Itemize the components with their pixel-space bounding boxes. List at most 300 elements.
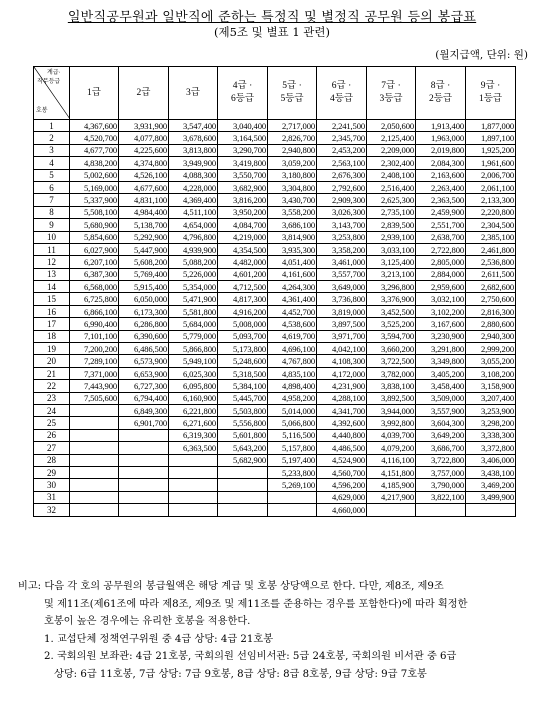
step-number-cell: 12 — [34, 256, 70, 268]
salary-cell: 4,440,800 — [317, 429, 367, 441]
table-row — [34, 243, 516, 255]
salary-cell: 3,338,300 — [466, 429, 516, 441]
salary-cell: 4,079,200 — [367, 442, 416, 454]
salary-cell: 4,838,200 — [70, 157, 119, 169]
salary-cell: 2,999,200 — [466, 343, 516, 355]
table-row — [34, 504, 516, 516]
salary-cell: 4,939,900 — [169, 243, 218, 255]
salary-cell: 5,684,000 — [169, 318, 218, 330]
salary-cell: 3,822,100 — [416, 491, 466, 503]
salary-cell: 6,573,900 — [119, 355, 169, 367]
salary-cell: 3,944,000 — [367, 404, 416, 416]
salary-cell: 5,643,200 — [218, 442, 268, 454]
salary-cell: 2,461,800 — [466, 243, 516, 255]
salary-cell: 3,550,700 — [218, 169, 268, 181]
salary-cell: 3,164,500 — [218, 132, 268, 144]
step-number-cell: 19 — [34, 343, 70, 355]
salary-cell: 4,677,700 — [70, 144, 119, 156]
salary-cell: 6,849,300 — [119, 404, 169, 416]
salary-cell: 5,866,800 — [169, 343, 218, 355]
salary-cell: 5,854,600 — [70, 231, 119, 243]
step-number-cell: 15 — [34, 293, 70, 305]
table-row — [34, 330, 516, 342]
salary-cell: 2,939,100 — [367, 231, 416, 243]
salary-cell: 3,686,700 — [416, 442, 466, 454]
salary-cell: 3,971,700 — [317, 330, 367, 342]
salary-cell: 5,116,500 — [268, 429, 317, 441]
table-row — [34, 429, 516, 441]
salary-cell: 3,180,800 — [268, 169, 317, 181]
salary-cell: 2,084,300 — [416, 157, 466, 169]
table-row — [34, 293, 516, 305]
salary-cell: 3,290,700 — [218, 144, 268, 156]
salary-cell: 4,817,300 — [218, 293, 268, 305]
salary-cell: 3,604,300 — [416, 417, 466, 429]
salary-cell — [70, 429, 119, 441]
salary-cell: 2,302,400 — [367, 157, 416, 169]
table-row — [34, 343, 516, 355]
salary-cell: 3,722,500 — [367, 355, 416, 367]
salary-cell: 4,984,400 — [119, 206, 169, 218]
salary-cell: 4,051,400 — [268, 256, 317, 268]
salary-cell: 2,750,600 — [466, 293, 516, 305]
salary-cell — [70, 504, 119, 516]
salary-cell: 5,680,900 — [70, 219, 119, 231]
salary-cell: 2,563,100 — [317, 157, 367, 169]
salary-cell: 4,511,100 — [169, 206, 218, 218]
grade-header-1: 1급 — [70, 67, 119, 120]
table-row — [34, 120, 516, 132]
salary-cell: 5,445,700 — [218, 392, 268, 404]
salary-cell — [70, 479, 119, 491]
corner-label-rank: 계급· — [47, 70, 61, 76]
salary-cell: 6,725,800 — [70, 293, 119, 305]
document-subtitle: (제5조 및 별표 1 관련) — [214, 25, 330, 39]
salary-cell: 4,116,100 — [367, 454, 416, 466]
table-row — [34, 206, 516, 218]
salary-cell: 2,816,300 — [466, 305, 516, 317]
salary-cell — [218, 491, 268, 503]
salary-cell: 4,660,000 — [317, 504, 367, 516]
salary-cell: 6,390,600 — [119, 330, 169, 342]
salary-cell: 4,264,300 — [268, 281, 317, 293]
salary-cell: 4,172,000 — [317, 367, 367, 379]
salary-cell: 3,838,100 — [367, 380, 416, 392]
note-line: 비고: 다음 각 호의 공무원의 봉급월액은 해당 계급 및 호봉 상당액으로 한다. 다만, 제8조, 제9조 — [18, 581, 444, 592]
salary-cell: 6,866,100 — [70, 305, 119, 317]
step-number-cell: 30 — [34, 479, 70, 491]
salary-cell: 6,990,400 — [70, 318, 119, 330]
salary-cell: 5,337,900 — [70, 194, 119, 206]
salary-cell: 3,682,900 — [218, 181, 268, 193]
grade-header-4: 4급 · 6등급 — [218, 67, 268, 120]
salary-cell: 4,796,800 — [169, 231, 218, 243]
salary-cell: 4,696,100 — [268, 343, 317, 355]
salary-cell: 7,200,200 — [70, 343, 119, 355]
salary-cell: 3,950,200 — [218, 206, 268, 218]
salary-cell: 3,816,200 — [218, 194, 268, 206]
salary-cell: 4,361,400 — [268, 293, 317, 305]
salary-cell: 2,611,500 — [466, 268, 516, 280]
salary-cell: 3,419,800 — [218, 157, 268, 169]
salary-cell: 4,601,200 — [218, 268, 268, 280]
salary-cell: 5,138,700 — [119, 219, 169, 231]
salary-cell: 1,963,000 — [416, 132, 466, 144]
salary-cell: 3,167,600 — [416, 318, 466, 330]
salary-cell: 4,520,700 — [70, 132, 119, 144]
salary-cell: 5,248,600 — [218, 355, 268, 367]
salary-cell: 4,560,700 — [317, 466, 367, 478]
salary-cell — [218, 479, 268, 491]
salary-cell: 3,649,200 — [416, 429, 466, 441]
salary-cell: 5,779,000 — [169, 330, 218, 342]
salary-cell: 3,207,400 — [466, 392, 516, 404]
table-row — [34, 132, 516, 144]
salary-cell: 2,050,600 — [367, 120, 416, 132]
step-number-cell: 22 — [34, 380, 70, 392]
salary-cell: 6,221,800 — [169, 404, 218, 416]
salary-cell: 3,992,800 — [367, 417, 416, 429]
salary-cell: 5,088,200 — [169, 256, 218, 268]
salary-cell: 2,459,900 — [416, 206, 466, 218]
salary-cell: 3,253,900 — [466, 404, 516, 416]
step-number-cell: 11 — [34, 243, 70, 255]
salary-cell: 3,819,000 — [317, 305, 367, 317]
salary-cell: 4,341,700 — [317, 404, 367, 416]
salary-cell: 4,677,600 — [119, 181, 169, 193]
salary-cell: 4,629,000 — [317, 491, 367, 503]
table-row — [34, 479, 516, 491]
salary-cell: 6,486,500 — [119, 343, 169, 355]
salary-cell: 2,453,200 — [317, 144, 367, 156]
salary-cell — [466, 504, 516, 516]
step-number-cell: 18 — [34, 330, 70, 342]
salary-cell: 4,185,900 — [367, 479, 416, 491]
salary-cell: 5,066,800 — [268, 417, 317, 429]
salary-cell: 3,649,000 — [317, 281, 367, 293]
salary-cell: 5,949,100 — [169, 355, 218, 367]
salary-cell: 6,653,900 — [119, 367, 169, 379]
salary-cell: 2,241,500 — [317, 120, 367, 132]
grade-header-8: 8급 · 2등급 — [416, 67, 466, 120]
salary-cell: 5,093,700 — [218, 330, 268, 342]
salary-cell: 4,042,100 — [317, 343, 367, 355]
salary-cell: 3,558,200 — [268, 206, 317, 218]
salary-cell: 2,536,800 — [466, 256, 516, 268]
salary-cell: 3,935,300 — [268, 243, 317, 255]
table-row — [34, 466, 516, 478]
grade-header-9: 9급 · 1등급 — [466, 67, 516, 120]
salary-cell: 3,452,500 — [367, 305, 416, 317]
salary-cell: 2,722,800 — [416, 243, 466, 255]
salary-cell: 3,525,200 — [367, 318, 416, 330]
salary-table — [33, 66, 516, 517]
salary-cell: 5,682,900 — [218, 454, 268, 466]
step-number-cell: 21 — [34, 367, 70, 379]
step-number-cell: 25 — [34, 417, 70, 429]
salary-cell: 4,526,100 — [119, 169, 169, 181]
salary-cell: 3,736,800 — [317, 293, 367, 305]
salary-cell: 4,958,200 — [268, 392, 317, 404]
salary-cell: 3,931,900 — [119, 120, 169, 132]
note-item-1: 1. 교섭단체 정책연구위원 중 4급 상당: 4급 21호봉 — [44, 633, 274, 645]
salary-cell — [119, 504, 169, 516]
salary-cell: 3,304,800 — [268, 181, 317, 193]
salary-cell: 3,372,800 — [466, 442, 516, 454]
salary-cell: 5,556,800 — [218, 417, 268, 429]
salary-cell: 4,231,900 — [317, 380, 367, 392]
salary-cell: 3,949,900 — [169, 157, 218, 169]
salary-cell: 2,385,100 — [466, 231, 516, 243]
salary-cell: 3,291,800 — [416, 343, 466, 355]
grade-header-5: 5급 · 5등급 — [268, 67, 317, 120]
table-row — [34, 268, 516, 280]
salary-cell: 2,959,600 — [416, 281, 466, 293]
salary-cell: 4,392,600 — [317, 417, 367, 429]
notes-section — [18, 578, 528, 683]
table-row — [34, 305, 516, 317]
salary-cell: 7,371,000 — [70, 367, 119, 379]
salary-cell: 6,568,000 — [70, 281, 119, 293]
salary-cell: 1,877,000 — [466, 120, 516, 132]
salary-cell: 5,157,800 — [268, 442, 317, 454]
step-number-cell: 24 — [34, 404, 70, 416]
step-number-cell: 16 — [34, 305, 70, 317]
salary-cell: 2,940,800 — [268, 144, 317, 156]
salary-cell: 2,125,400 — [367, 132, 416, 144]
table-row — [34, 442, 516, 454]
salary-cell: 3,547,400 — [169, 120, 218, 132]
salary-cell: 2,909,300 — [317, 194, 367, 206]
table-row — [34, 169, 516, 181]
salary-cell: 2,363,500 — [416, 194, 466, 206]
salary-cell — [119, 442, 169, 454]
table-row — [34, 281, 516, 293]
salary-cell: 4,354,500 — [218, 243, 268, 255]
salary-cell — [268, 504, 317, 516]
table-row — [34, 491, 516, 503]
salary-cell: 3,438,100 — [466, 466, 516, 478]
step-number-cell: 5 — [34, 169, 70, 181]
step-number-cell: 28 — [34, 454, 70, 466]
salary-cell: 2,940,300 — [466, 330, 516, 342]
table-row — [34, 417, 516, 429]
salary-cell: 4,596,200 — [317, 479, 367, 491]
salary-cell — [268, 491, 317, 503]
salary-cell: 2,304,500 — [466, 219, 516, 231]
salary-cell: 6,207,100 — [70, 256, 119, 268]
salary-cell: 4,217,900 — [367, 491, 416, 503]
salary-cell: 4,898,400 — [268, 380, 317, 392]
salary-cell: 5,503,800 — [218, 404, 268, 416]
salary-cell: 4,088,300 — [169, 169, 218, 181]
step-number-cell: 4 — [34, 157, 70, 169]
salary-cell: 3,102,200 — [416, 305, 466, 317]
salary-cell: 3,594,700 — [367, 330, 416, 342]
salary-cell: 5,002,600 — [70, 169, 119, 181]
salary-cell: 4,712,500 — [218, 281, 268, 293]
salary-cell: 3,686,100 — [268, 219, 317, 231]
salary-cell: 6,095,800 — [169, 380, 218, 392]
salary-cell: 2,163,600 — [416, 169, 466, 181]
corner-header-cell — [34, 67, 70, 120]
salary-cell — [119, 454, 169, 466]
salary-cell: 4,482,000 — [218, 256, 268, 268]
salary-cell: 5,014,000 — [268, 404, 317, 416]
salary-cell: 3,499,900 — [466, 491, 516, 503]
salary-cell: 2,638,700 — [416, 231, 466, 243]
salary-cell: 3,213,100 — [367, 268, 416, 280]
salary-cell: 6,160,900 — [169, 392, 218, 404]
step-number-cell: 17 — [34, 318, 70, 330]
step-number-cell: 27 — [34, 442, 70, 454]
step-number-cell: 10 — [34, 231, 70, 243]
salary-cell: 2,717,000 — [268, 120, 317, 132]
salary-cell: 3,722,800 — [416, 454, 466, 466]
salary-cell — [169, 504, 218, 516]
salary-cell: 2,133,300 — [466, 194, 516, 206]
salary-cell: 2,209,000 — [367, 144, 416, 156]
salary-cell: 2,408,100 — [367, 169, 416, 181]
salary-cell: 3,469,200 — [466, 479, 516, 491]
salary-cell: 3,790,000 — [416, 479, 466, 491]
salary-cell: 5,233,800 — [268, 466, 317, 478]
salary-cell — [169, 466, 218, 478]
salary-cell: 3,405,200 — [416, 367, 466, 379]
salary-cell: 2,826,700 — [268, 132, 317, 144]
step-number-cell: 26 — [34, 429, 70, 441]
salary-cell: 3,032,100 — [416, 293, 466, 305]
salary-cell: 3,253,800 — [317, 231, 367, 243]
salary-cell — [70, 404, 119, 416]
salary-cell: 1,913,400 — [416, 120, 466, 132]
salary-cell: 3,813,800 — [169, 144, 218, 156]
step-number-cell: 31 — [34, 491, 70, 503]
salary-cell: 4,151,800 — [367, 466, 416, 478]
salary-cell: 3,557,900 — [416, 404, 466, 416]
salary-cell — [70, 417, 119, 429]
salary-cell — [119, 429, 169, 441]
salary-cell: 1,961,600 — [466, 157, 516, 169]
salary-cell — [70, 466, 119, 478]
salary-cell: 5,915,400 — [119, 281, 169, 293]
salary-cell: 3,430,700 — [268, 194, 317, 206]
salary-cell: 2,625,300 — [367, 194, 416, 206]
salary-cell: 4,835,100 — [268, 367, 317, 379]
table-row — [34, 454, 516, 466]
salary-cell: 5,581,800 — [169, 305, 218, 317]
salary-cell: 5,354,000 — [169, 281, 218, 293]
salary-cell: 3,782,000 — [367, 367, 416, 379]
salary-cell: 3,458,400 — [416, 380, 466, 392]
salary-cell: 4,288,100 — [317, 392, 367, 404]
step-number-cell: 32 — [34, 504, 70, 516]
corner-label-step: 호봉 — [36, 108, 48, 114]
salary-cell: 2,880,600 — [466, 318, 516, 330]
salary-cell: 4,219,000 — [218, 231, 268, 243]
salary-cell: 4,108,300 — [317, 355, 367, 367]
table-row — [34, 404, 516, 416]
grade-header-3: 3급 — [169, 67, 218, 120]
salary-cell: 3,059,200 — [268, 157, 317, 169]
salary-cell: 5,508,100 — [70, 206, 119, 218]
corner-label-grade: 직무등급 — [37, 79, 61, 85]
salary-cell: 2,019,800 — [416, 144, 466, 156]
salary-cell: 4,486,500 — [317, 442, 367, 454]
table-row — [34, 367, 516, 379]
salary-cell: 3,230,900 — [416, 330, 466, 342]
salary-cell: 5,173,800 — [218, 343, 268, 355]
step-number-cell: 14 — [34, 281, 70, 293]
salary-cell: 6,271,600 — [169, 417, 218, 429]
note-item-2-continued: 상당: 6급 11호봉, 7급 상당: 7급 9호봉, 8급 상당: 8급 8호봉, 9급 상당: 9급 7호봉 — [54, 668, 427, 680]
salary-cell: 3,358,200 — [317, 243, 367, 255]
salary-cell: 6,727,300 — [119, 380, 169, 392]
salary-cell: 6,387,300 — [70, 268, 119, 280]
table-row — [34, 231, 516, 243]
table-row — [34, 318, 516, 330]
salary-cell: 3,892,500 — [367, 392, 416, 404]
step-number-cell: 7 — [34, 194, 70, 206]
salary-cell: 3,026,300 — [317, 206, 367, 218]
salary-cell: 7,289,100 — [70, 355, 119, 367]
salary-cell — [119, 491, 169, 503]
salary-cell — [70, 491, 119, 503]
salary-cell: 2,792,600 — [317, 181, 367, 193]
salary-cell — [119, 466, 169, 478]
salary-cell: 4,916,200 — [218, 305, 268, 317]
salary-cell: 6,050,000 — [119, 293, 169, 305]
step-number-cell: 6 — [34, 181, 70, 193]
salary-cell: 2,516,400 — [367, 181, 416, 193]
salary-cell: 4,039,700 — [367, 429, 416, 441]
salary-cell: 3,757,000 — [416, 466, 466, 478]
salary-cell: 3,125,400 — [367, 256, 416, 268]
table-row — [34, 144, 516, 156]
salary-cell: 7,505,600 — [70, 392, 119, 404]
salary-cell: 6,794,400 — [119, 392, 169, 404]
salary-cell: 2,676,300 — [317, 169, 367, 181]
step-number-cell: 8 — [34, 206, 70, 218]
salary-cell: 2,061,100 — [466, 181, 516, 193]
salary-cell: 4,161,600 — [268, 268, 317, 280]
grade-header-2: 2급 — [119, 67, 169, 120]
salary-cell: 5,169,000 — [70, 181, 119, 193]
salary-cell — [119, 479, 169, 491]
salary-cell: 5,769,400 — [119, 268, 169, 280]
table-row — [34, 219, 516, 231]
salary-cell: 3,108,200 — [466, 367, 516, 379]
salary-cell: 3,296,800 — [367, 281, 416, 293]
salary-cell: 2,805,000 — [416, 256, 466, 268]
salary-cell: 6,173,300 — [119, 305, 169, 317]
table-row — [34, 355, 516, 367]
note-line: 및 제11조(제61조에 따라 제8조, 제9조 및 제11조를 준용하는 경우를 포함한다)에 따라 획정한 — [44, 598, 468, 610]
salary-cell — [218, 466, 268, 478]
salary-cell: 3,040,400 — [218, 120, 268, 132]
salary-cell: 4,538,600 — [268, 318, 317, 330]
table-row — [34, 181, 516, 193]
salary-cell: 3,349,800 — [416, 355, 466, 367]
salary-cell — [70, 442, 119, 454]
table-row — [34, 157, 516, 169]
salary-cell: 2,345,700 — [317, 132, 367, 144]
salary-cell: 4,767,800 — [268, 355, 317, 367]
salary-cell: 4,077,800 — [119, 132, 169, 144]
salary-cell: 3,678,600 — [169, 132, 218, 144]
note-line: 호봉이 높은 경우에는 유리한 호봉을 적용한다. — [44, 616, 251, 627]
step-number-cell: 20 — [34, 355, 70, 367]
